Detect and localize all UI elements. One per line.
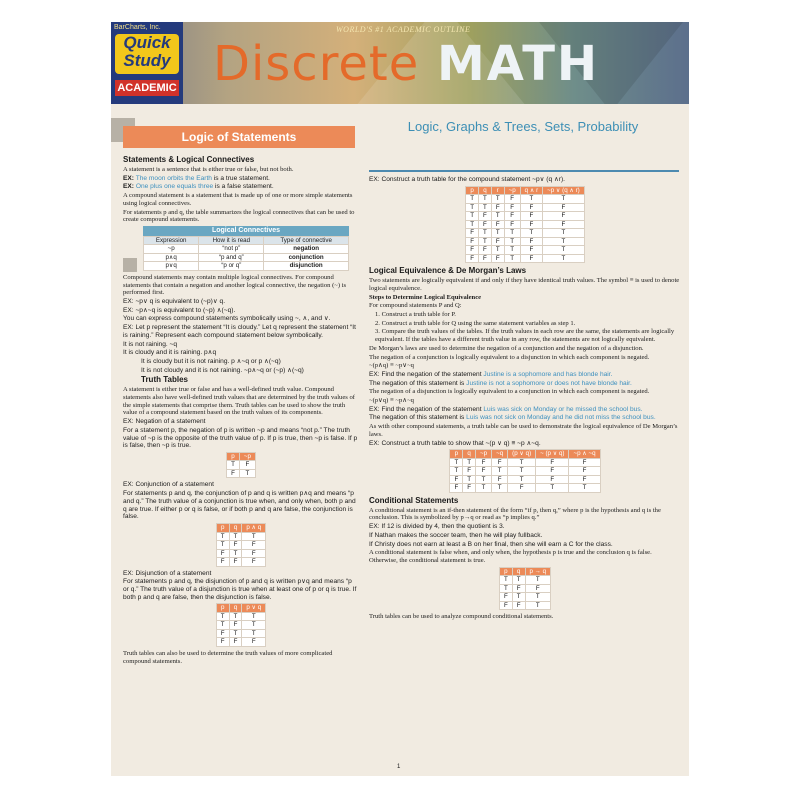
table-header-cell: q (512, 567, 525, 576)
statement-definition: A statement is a sentence that is either true or false, but not both. (123, 166, 294, 173)
conjunction-text: For statements p and q, the conjunction of p and q is written p∧q and means “p and q.” The truth value of a conjunction is true when, and only when, both p and q are true. If either p or q is false, or if both p and q are false, the conjunction is false. (123, 490, 356, 521)
compound-definition: A compound statement is a statement that is made up of one or more simple statements using logical connectives. (123, 192, 353, 207)
conjunction-label: EX: Conjunction of a statement (123, 481, 214, 489)
table-cell: T (491, 195, 504, 204)
text-span: is a true statement. (213, 174, 270, 182)
table-cell: T (242, 629, 266, 638)
table-cell: T (543, 254, 585, 263)
table-header-cell: q (479, 186, 492, 195)
table-cell: F (229, 558, 242, 567)
right-column (369, 156, 681, 622)
table-row (499, 576, 550, 585)
equivalence-definition: Two statements are logically equivalent if and only if they have identical truth values. The symbol ≡ is used to denote logical equivalence. (369, 277, 680, 292)
demorgan-truth-table (449, 449, 600, 493)
table-cell: F (229, 541, 242, 550)
text-span: EX: Find the negation of the statement (369, 370, 482, 378)
table-row (144, 262, 349, 271)
table-cell: F (569, 475, 600, 484)
conditional-example-3: If Christy does not earn at least a B on her final, then she will earn a C for the class. (369, 540, 613, 548)
table-cell: T (229, 612, 242, 621)
compound-multi: Compound statements may contain multiple logical connectives. For compound statements that contain a negation and another logical connective, the negation (~) is performed first. (123, 273, 347, 297)
table-row (466, 186, 585, 195)
truth-closing: Truth tables can also be used to determine the truth values of more complicated compound statements. (123, 649, 333, 665)
symbolic-3: It is cloudy but it is not raining. p ∧~q or p ∧(~q) (141, 357, 281, 365)
conditional-example-1: EX: If 12 is divided by 4, then the quotient is 3. (369, 523, 505, 531)
table-header-cell: p ∨ q (242, 604, 266, 613)
table-cell: conjunction (264, 253, 349, 262)
table-cell: F (525, 584, 551, 593)
quick-study-logo (111, 22, 183, 104)
table-cell: T (216, 541, 229, 550)
text-span: One plus one equals three (135, 183, 214, 191)
table-cell: T (229, 532, 242, 541)
table-cell: F (450, 484, 463, 493)
table-row (216, 621, 265, 630)
table-cell: F (463, 467, 476, 476)
table-cell: F (479, 220, 492, 229)
table-cell: F (229, 621, 242, 630)
table-cell: F (242, 541, 266, 550)
table-cell: p∨q (144, 262, 199, 271)
table-header-cell: ~p (476, 450, 492, 459)
table-cell: F (520, 254, 542, 263)
left-column (123, 154, 359, 666)
table-cell: T (479, 195, 492, 204)
steps-intro: For compound statements P and Q: (369, 302, 462, 310)
text-span: Justine is a sophomore and has blonde hair. (483, 370, 613, 378)
table-cell: F (242, 638, 266, 647)
table-row (499, 567, 550, 576)
table-cell: T (525, 601, 551, 610)
table-cell: T (491, 229, 504, 238)
heading-equivalence: Logical Equivalence & De Morgan’s Laws (369, 266, 527, 276)
table-cell: F (476, 467, 492, 476)
logical-connectives-table (143, 226, 349, 271)
example-compound: EX: Construct a truth table for the compound statement ~p∨ (q ∧r). (369, 176, 566, 183)
table-cell: T (242, 621, 266, 630)
connectives-table (143, 236, 349, 271)
text-span: EX: Find the negation of the statement (369, 405, 482, 413)
table-cell: T (499, 576, 512, 585)
table-cell: T (242, 612, 266, 621)
negation-table (226, 452, 256, 479)
table-cell: T (242, 532, 266, 541)
compound-table-intro: For statements p and q, the table summarizes the logical connectives that can be used to create compound statements. (123, 208, 355, 224)
steps-title: Steps to Determine Logical Equivalence (369, 293, 482, 301)
table-cell: T (466, 203, 479, 212)
table-cell: T (569, 484, 600, 493)
table-cell: T (491, 246, 504, 255)
table-cell: F (504, 203, 520, 212)
example-1 (123, 175, 359, 183)
table-cell: T (492, 467, 508, 476)
example-5: EX: Let p represent the statement “It is cloudy.” Let q represent the statement “It is raining.” Represent each compound statement below symbolically. (123, 324, 356, 339)
header-banner (111, 22, 689, 104)
tagline: WORLD'S #1 ACADEMIC OUTLINE (336, 25, 471, 34)
demonstrate-text: As with other compound statements, a truth table can be used to demonstrate the logical equivalence of De Morgan’s laws. (369, 423, 678, 438)
table-header-cell: ~ (p ∨ q) (536, 450, 569, 459)
demorgan-1-equation: ~(p∧q) ≡ ~p∨~q (369, 362, 414, 370)
table-header-cell: How it is read (199, 236, 264, 245)
symbolic-1: It is not raining. ~q (123, 340, 178, 348)
table-cell: T (520, 229, 542, 238)
table-header-cell: p (216, 604, 229, 613)
example-2 (123, 183, 359, 191)
table-row (466, 212, 585, 221)
table-row (466, 220, 585, 229)
table-cell: T (508, 467, 536, 476)
conditional-example-2: If Nathan makes the soccer team, then he will play fullback. (369, 531, 543, 539)
table-cell: T (229, 549, 242, 558)
table-cell: ~p (144, 245, 199, 254)
table-header-cell: Type of connective (264, 236, 349, 245)
table-cell: F (479, 254, 492, 263)
table-cell: F (492, 475, 508, 484)
table-cell: F (216, 549, 229, 558)
table-header-cell: q (463, 450, 476, 459)
table-row (450, 484, 600, 493)
table-row (466, 203, 585, 212)
table-row (227, 461, 256, 470)
demorgan-1: The negation of a conjunction is logically equivalent to a disjunction in which each component is negated. (369, 353, 650, 361)
page-number: 1 (397, 764, 401, 770)
table-row (466, 195, 585, 204)
table-cell: T (466, 195, 479, 204)
table-cell: F (499, 601, 512, 610)
table-cell: T (463, 475, 476, 484)
table-cell: T (466, 212, 479, 221)
text-span: The moon orbits the Earth (135, 174, 212, 182)
table-cell: T (479, 237, 492, 246)
table-row (466, 229, 585, 238)
table-cell: disjunction (264, 262, 349, 271)
table-cell: F (504, 195, 520, 204)
table-cell: F (520, 212, 542, 221)
table-header-cell: ~p ∧ ~q (569, 450, 600, 459)
table-header-cell: Expression (144, 236, 199, 245)
table-cell: T (216, 532, 229, 541)
step-1: 1. Construct a truth table for P. (375, 311, 456, 319)
table-cell: T (543, 195, 585, 204)
table-cell: T (525, 593, 551, 602)
table-cell: T (463, 458, 476, 467)
table-cell: T (239, 469, 255, 478)
table-cell: F (508, 484, 536, 493)
disjunction-text: For statements p and q, the disjunction of p and q is written p∨q and means “p or q.” The truth value of a disjunction is true when at least one of p or q is true. If both p and q are false, then the disjunction is false. (123, 578, 357, 601)
table-cell: T (543, 237, 585, 246)
table-cell: F (499, 593, 512, 602)
text-span: Luis was not sick on Monday and he did not miss the school bus. (466, 414, 656, 422)
table-cell: F (520, 203, 542, 212)
section-banner-logic: Logic of Statements (123, 126, 355, 148)
disjunction-label: EX: Disjunction of a statement (123, 569, 212, 577)
table-cell: T (466, 220, 479, 229)
table-header-cell: q (229, 604, 242, 613)
table-row (216, 558, 265, 567)
table-cell: F (536, 475, 569, 484)
table-cell: F (216, 638, 229, 647)
table-cell: F (520, 237, 542, 246)
table-header-cell: ~p ∨ (q ∧ r) (543, 186, 585, 195)
table-header-cell: q ∧ r (520, 186, 542, 195)
table-cell: F (450, 475, 463, 484)
table-cell: F (242, 549, 266, 558)
disjunction-table (216, 603, 266, 647)
table-header-cell: q (229, 524, 242, 533)
title-math: MATH (437, 36, 600, 92)
title-discrete: Discrete (213, 36, 420, 92)
table-header-cell: r (491, 186, 504, 195)
table-header-cell: p (499, 567, 512, 576)
table-row (216, 541, 265, 550)
table-row (144, 253, 349, 262)
table-cell: T (504, 254, 520, 263)
table-row (450, 458, 600, 467)
logo-study: Study (123, 51, 171, 70)
table-cell: T (508, 458, 536, 467)
table-header-cell: p → q (525, 567, 551, 576)
example-demorgan-2 (369, 406, 681, 414)
table-cell: F (466, 254, 479, 263)
table-cell: F (569, 467, 600, 476)
table-cell: F (491, 237, 504, 246)
table-cell: F (216, 629, 229, 638)
conditional-truth-table (499, 567, 551, 611)
table-row (144, 245, 349, 254)
table-row (216, 549, 265, 558)
publisher-name: BarCharts, Inc. (114, 24, 161, 31)
text-span: The negation of this statement is (369, 414, 465, 422)
table-row (499, 584, 550, 593)
table-cell: F (492, 458, 508, 467)
table-cell: T (492, 484, 508, 493)
text-span: Luis was sick on Monday or he missed the school bus. (483, 405, 643, 413)
demorgan-2: The negation of a disjunction is logically equivalent to a conjunction in which each component is negated. (369, 388, 650, 396)
table-row (216, 532, 265, 541)
heading-conditional: Conditional Statements (369, 495, 459, 505)
table-header-cell: (p ∨ q) (508, 450, 536, 459)
logo-quick-study (115, 34, 179, 74)
table-cell: F (504, 212, 520, 221)
example-3: EX: ~p∨ q is equivalent to (~p)∨ q. (123, 298, 226, 306)
table-cell: T (216, 612, 229, 621)
table-header-cell: p (450, 450, 463, 459)
negation-label: EX: Negation of a statement (123, 418, 206, 426)
table-row (216, 612, 265, 621)
table-cell: T (216, 621, 229, 630)
table-cell: T (499, 584, 512, 593)
table-row (466, 254, 585, 263)
table-header-cell: p (216, 524, 229, 533)
symbolic-4: It is not cloudy and it is not raining. ~p∧~q or (~p) ∧(~q) (141, 366, 304, 374)
text-span: The negation of this statement is (369, 379, 465, 387)
table-cell: F (466, 246, 479, 255)
logo-quick: Quick (123, 33, 171, 52)
table-cell: T (525, 576, 551, 585)
heading-truth-tables: Truth Tables (141, 375, 188, 385)
compound-truth-table (465, 186, 585, 264)
table-cell: F (466, 229, 479, 238)
logo-academic: ACADEMIC (115, 80, 179, 96)
demorgan-definition: De Morgan’s laws are used to determine the negation of a conjunction and the negation of a disjunction. (369, 344, 644, 352)
table-cell: F (463, 484, 476, 493)
table-cell: T (491, 212, 504, 221)
table-cell: F (216, 558, 229, 567)
table-cell: F (227, 469, 240, 478)
table-cell: T (508, 475, 536, 484)
table-cell: F (239, 461, 255, 470)
table-row (450, 450, 600, 459)
table-cell: F (543, 220, 585, 229)
table-row (450, 467, 600, 476)
conditional-closing: Truth tables can be used to analyze compound conditional statements. (369, 613, 554, 621)
table-row (144, 236, 349, 245)
table-cell: T (479, 203, 492, 212)
table-cell: T (504, 237, 520, 246)
table-cell: T (512, 593, 525, 602)
table-header-cell: p (466, 186, 479, 195)
table-cell: F (479, 246, 492, 255)
answer-demorgan-1 (369, 380, 681, 388)
table-row (499, 593, 550, 602)
example-show: EX: Construct a truth table to show that ~(p ∨ q) ≡ ~p ∧~q. (369, 439, 541, 447)
table-cell: T (512, 576, 525, 585)
table-cell: F (512, 584, 525, 593)
table-cell: T (520, 195, 542, 204)
table-cell: F (543, 212, 585, 221)
conditional-false: A conditional statement is false when, and only when, the hypothesis p is true and the conclusion q is false. Otherwise, the conditional statement is true. (369, 549, 652, 564)
table-header-cell: ~q (492, 450, 508, 459)
table-cell: F (476, 458, 492, 467)
table-cell: T (536, 484, 569, 493)
table-cell: F (466, 237, 479, 246)
table-cell: F (569, 458, 600, 467)
table-cell: F (536, 458, 569, 467)
text-span: EX: (123, 174, 134, 182)
table-cell: F (229, 638, 242, 647)
example-demorgan-1 (369, 371, 681, 379)
conditional-definition: A conditional statement is an if-then statement of the form “if p, then q,” where p is the hypothesis and q is the conclusion. This is symbolized by p→q or read as “p implies q.” (369, 506, 661, 522)
step-2: 2. Construct a truth table for Q using the same statement variables as step 1. (375, 319, 576, 327)
table-header-cell: ~p (239, 452, 255, 461)
table-cell: T (476, 475, 492, 484)
symbolic-2: It is cloudy and it is raining. p∧q (123, 349, 217, 357)
table-row (466, 246, 585, 255)
negation-text: For a statement p, the negation of p is written ~p and means “not p.” The truth value of ~p is the opposite of the truth value of p. If p is true, then ~p is false. If p is false, then ~p is true. (123, 426, 358, 450)
heading-statements: Statements & Logical Connectives (123, 155, 255, 164)
truth-definition: A statement is either true or false and has a well-defined truth value. Compound statements also have well-defined truth values that are determined by the truth values of the simple statements that comprise them. Truth tables can be used to show the truth value of a compound statement based on the truth values of its components. (123, 386, 355, 417)
table-header-cell: p (227, 452, 240, 461)
table-cell: T (450, 458, 463, 467)
text-span: EX: (123, 183, 134, 191)
table-row (216, 638, 265, 647)
table-row (499, 601, 550, 610)
table-cell: F (491, 203, 504, 212)
table-row (216, 524, 265, 533)
conjunction-table (216, 523, 266, 567)
table-cell: T (504, 246, 520, 255)
example-4: EX: ~p∧~q is equivalent to (~p) ∧(~q). (123, 306, 236, 314)
table-cell: T (450, 467, 463, 476)
table-cell: F (512, 601, 525, 610)
table-cell: F (520, 220, 542, 229)
step-3: 3. Compare the truth values of the tables. If the truth values in each row are the same, the statements are logically equivalent. If the tables have a different truth value in any row, the statements are not logically equivalent. (375, 328, 675, 344)
table-row (450, 475, 600, 484)
table-title: Logical Connectives (143, 226, 349, 236)
table-row (227, 469, 256, 478)
table-row (216, 629, 265, 638)
table-cell: T (227, 461, 240, 470)
table-cell: negation (264, 245, 349, 254)
table-cell: T (504, 229, 520, 238)
table-cell: T (543, 246, 585, 255)
table-row (466, 237, 585, 246)
table-cell: p∧q (144, 253, 199, 262)
table-cell: F (520, 246, 542, 255)
table-cell: F (242, 558, 266, 567)
demorgan-2-equation: ~(p∨q) ≡ ~p∧~q (369, 397, 414, 405)
table-cell: F (536, 467, 569, 476)
table-cell: T (479, 229, 492, 238)
table-row (227, 452, 256, 461)
table-cell: “p and q” (199, 253, 264, 262)
table-cell: “p or q” (199, 262, 264, 271)
table-cell: F (491, 220, 504, 229)
table-cell: F (504, 220, 520, 229)
table-cell: F (491, 254, 504, 263)
subtitle-topics: Logic, Graphs & Trees, Sets, Probability (407, 119, 639, 134)
table-cell: T (543, 229, 585, 238)
table-cell: F (543, 203, 585, 212)
table-cell: T (476, 484, 492, 493)
text-span: is a false statement. (215, 183, 274, 191)
table-header-cell: ~p (504, 186, 520, 195)
table-cell: T (229, 629, 242, 638)
symbolic-text: You can express compound statements symbolically using ~, ∧, and ∨. (123, 315, 331, 323)
text-span: Justine is not a sophomore or does not have blonde hair. (466, 379, 632, 387)
table-header-cell: p ∧ q (242, 524, 266, 533)
table-cell: “not p” (199, 245, 264, 254)
table-cell: F (479, 212, 492, 221)
answer-demorgan-2 (369, 414, 681, 422)
quick-study-sheet (111, 22, 689, 776)
table-row (216, 604, 265, 613)
